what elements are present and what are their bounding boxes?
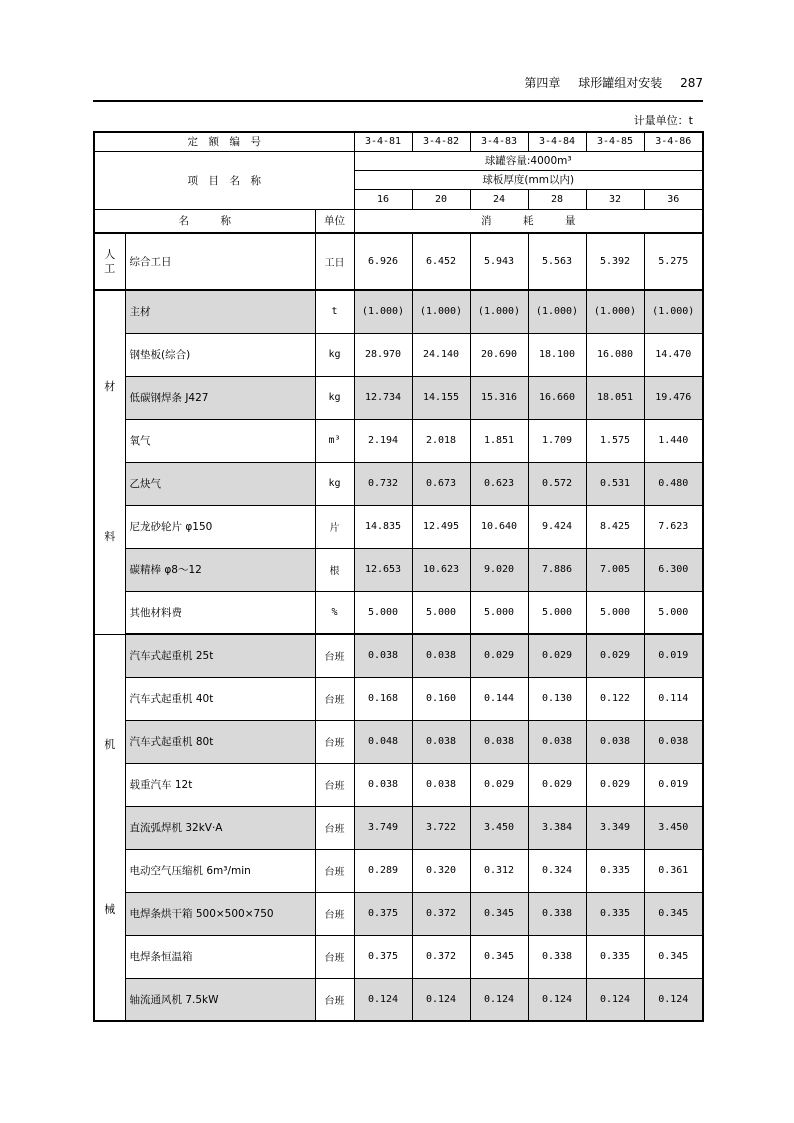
consumption-value: 18.100 (528, 333, 586, 376)
consumption-value: 0.114 (644, 677, 703, 720)
table-row (94, 548, 703, 591)
consumption-value: 12.653 (354, 548, 412, 591)
consumption-value: 20.690 (470, 333, 528, 376)
consumption-value: 1.575 (586, 419, 644, 462)
consumption-value: 0.160 (412, 677, 470, 720)
consumption-value: 0.029 (528, 634, 586, 677)
consumption-value: 1.709 (528, 419, 586, 462)
consumption-value: 0.124 (528, 978, 586, 1021)
table-row (94, 233, 703, 290)
consumption-value: 9.020 (470, 548, 528, 591)
consumption-value: 0.029 (470, 763, 528, 806)
consumption-value: 0.345 (470, 935, 528, 978)
thickness-value: 20 (412, 189, 470, 209)
consumption-value: 5.943 (470, 233, 528, 290)
consumption-value: 16.080 (586, 333, 644, 376)
consumption-value: 3.349 (586, 806, 644, 849)
quota-code: 3-4-83 (470, 132, 528, 151)
consumption-value: 7.005 (586, 548, 644, 591)
consumption-value: 7.886 (528, 548, 586, 591)
consumption-value: (1.000) (470, 290, 528, 333)
consumption-value: 0.361 (644, 849, 703, 892)
consumption-value: 0.338 (528, 892, 586, 935)
table-row (94, 462, 703, 505)
quota-code: 3-4-85 (586, 132, 644, 151)
consumption-value: 7.623 (644, 505, 703, 548)
consumption-value: 0.335 (586, 849, 644, 892)
quota-code: 3-4-84 (528, 132, 586, 151)
consumption-value: 0.372 (412, 935, 470, 978)
consumption-value: 0.038 (412, 763, 470, 806)
consumption-value: 0.335 (586, 892, 644, 935)
consumption-value: (1.000) (644, 290, 703, 333)
consumption-value: 14.835 (354, 505, 412, 548)
consumption-value: 0.572 (528, 462, 586, 505)
consumption-value: 0.019 (644, 763, 703, 806)
quota-code: 3-4-82 (412, 132, 470, 151)
consumption-value: 0.345 (644, 935, 703, 978)
consumption-value: 0.019 (644, 634, 703, 677)
consumption-value: 6.926 (354, 233, 412, 290)
table-row (94, 978, 703, 1021)
item-unit: kg (315, 376, 354, 419)
item-unit: m³ (315, 419, 354, 462)
consumption-value: 0.124 (644, 978, 703, 1021)
consumption-value: 0.122 (586, 677, 644, 720)
consumption-value: 0.345 (644, 892, 703, 935)
item-name: 氧气 (125, 419, 315, 462)
consumption-value: 0.372 (412, 892, 470, 935)
consumption-value: 0.130 (528, 677, 586, 720)
item-unit: 台班 (315, 634, 354, 677)
table-row (94, 333, 703, 376)
consumption-value: 0.029 (528, 763, 586, 806)
capacity-row (94, 151, 703, 170)
thickness-value: 24 (470, 189, 528, 209)
consumption-value: 3.450 (470, 806, 528, 849)
capacity-label: 球罐容量:4000m³ (354, 151, 703, 170)
consumption-value: 1.440 (644, 419, 703, 462)
consumption-value: 0.038 (528, 720, 586, 763)
table-row (94, 677, 703, 720)
consumption-value: 0.038 (586, 720, 644, 763)
header-rule (93, 100, 703, 102)
consumption-value: 5.000 (412, 591, 470, 634)
consumption-value: 0.124 (412, 978, 470, 1021)
item-unit: 台班 (315, 978, 354, 1021)
consumption-value: 0.312 (470, 849, 528, 892)
item-name: 直流弧焊机 32kV·A (125, 806, 315, 849)
consumption-value: 0.320 (412, 849, 470, 892)
consumption-value: 0.038 (644, 720, 703, 763)
consumption-value: 9.424 (528, 505, 586, 548)
consumption-value: 15.316 (470, 376, 528, 419)
consumption-value: 14.155 (412, 376, 470, 419)
item-name: 乙炔气 (125, 462, 315, 505)
consumption-value: 3.450 (644, 806, 703, 849)
thickness-value: 16 (354, 189, 412, 209)
consumption-value: 5.000 (354, 591, 412, 634)
item-name: 钢垫板(综合) (125, 333, 315, 376)
category-cell: 材 料 (94, 290, 125, 634)
item-unit: 片 (315, 505, 354, 548)
consumption-value: 0.623 (470, 462, 528, 505)
section-title: 球形罐组对安装 (578, 76, 663, 90)
table-row (94, 505, 703, 548)
item-unit: 台班 (315, 720, 354, 763)
consumption-value: 10.623 (412, 548, 470, 591)
item-unit: 工日 (315, 233, 354, 290)
consumption-value: 3.722 (412, 806, 470, 849)
item-name: 其他材料费 (125, 591, 315, 634)
category-cell: 机 械 (94, 634, 125, 1021)
item-name: 轴流通风机 7.5kW (125, 978, 315, 1021)
consumption-value: 0.168 (354, 677, 412, 720)
consumption-value: (1.000) (412, 290, 470, 333)
item-unit: 台班 (315, 677, 354, 720)
item-name: 汽车式起重机 40t (125, 677, 315, 720)
consumption-value: 1.851 (470, 419, 528, 462)
item-unit: kg (315, 462, 354, 505)
consumption-value: 0.029 (470, 634, 528, 677)
column-header-row (94, 209, 703, 233)
consumption-value: (1.000) (528, 290, 586, 333)
item-name: 汽车式起重机 80t (125, 720, 315, 763)
quota-label: 定 额 编 号 (94, 132, 354, 151)
consumption-value: 0.048 (354, 720, 412, 763)
consumption-value: 12.495 (412, 505, 470, 548)
consumption-value: 0.038 (354, 763, 412, 806)
consumption-value: 0.375 (354, 935, 412, 978)
consumption-value: 19.476 (644, 376, 703, 419)
consumption-value: 0.480 (644, 462, 703, 505)
thickness-value: 36 (644, 189, 703, 209)
unit-note: 计量单位：t (633, 114, 693, 127)
consumption-value: (1.000) (354, 290, 412, 333)
thickness-label: 球板厚度(mm以内) (354, 170, 703, 189)
consumption-value: 14.470 (644, 333, 703, 376)
consumption-value: 2.018 (412, 419, 470, 462)
table-row (94, 290, 703, 333)
consumption-value: 8.425 (586, 505, 644, 548)
item-name: 低碳钢焊条 J427 (125, 376, 315, 419)
consumption-value: 0.124 (586, 978, 644, 1021)
consumption-value: 5.275 (644, 233, 703, 290)
quota-code-row (94, 132, 703, 151)
item-unit: 台班 (315, 935, 354, 978)
item-unit: t (315, 290, 354, 333)
consumption-value: 0.732 (354, 462, 412, 505)
table-row (94, 763, 703, 806)
consumption-value: 18.051 (586, 376, 644, 419)
item-unit: 台班 (315, 763, 354, 806)
thickness-value: 32 (586, 189, 644, 209)
consumption-value: 3.749 (354, 806, 412, 849)
consumption-value: 0.531 (586, 462, 644, 505)
consumption-value: 3.384 (528, 806, 586, 849)
item-name: 综合工日 (125, 233, 315, 290)
consumption-value: 0.338 (528, 935, 586, 978)
item-name: 电动空气压缩机 6m³/min (125, 849, 315, 892)
table-row (94, 935, 703, 978)
consumption-value: 5.000 (586, 591, 644, 634)
item-unit: 根 (315, 548, 354, 591)
item-unit: kg (315, 333, 354, 376)
item-unit: % (315, 591, 354, 634)
consumption-value: 6.452 (412, 233, 470, 290)
table-row (94, 376, 703, 419)
consumption-value: 6.300 (644, 548, 703, 591)
consumption-value: 0.124 (470, 978, 528, 1021)
consumption-value: 0.029 (586, 634, 644, 677)
name-column-header: 名 称 (94, 209, 315, 233)
consumption-value: 5.392 (586, 233, 644, 290)
item-unit: 台班 (315, 806, 354, 849)
item-name-label: 项 目 名 称 (94, 151, 354, 209)
item-name: 尼龙砂轮片 φ150 (125, 505, 315, 548)
category-cell: 人 工 (94, 233, 125, 290)
consumption-value: 0.375 (354, 892, 412, 935)
consumption-value: 5.000 (470, 591, 528, 634)
item-name: 电焊条烘干箱 500×500×750 (125, 892, 315, 935)
consumption-value: 0.324 (528, 849, 586, 892)
item-unit: 台班 (315, 892, 354, 935)
consumption-value: 10.640 (470, 505, 528, 548)
item-name: 碳精棒 φ8～12 (125, 548, 315, 591)
consumption-value: 5.000 (644, 591, 703, 634)
thickness-value: 28 (528, 189, 586, 209)
table-row (94, 419, 703, 462)
item-unit: 台班 (315, 849, 354, 892)
table-row (94, 591, 703, 634)
consumption-value: 0.038 (354, 634, 412, 677)
chapter-label: 第四章 (524, 76, 561, 90)
consumption-value: 0.029 (586, 763, 644, 806)
consumption-value: 0.345 (470, 892, 528, 935)
item-name: 汽车式起重机 25t (125, 634, 315, 677)
quota-table (93, 131, 704, 1022)
consumption-value: 24.140 (412, 333, 470, 376)
consumption-value: 0.038 (412, 634, 470, 677)
consumption-value: 0.038 (412, 720, 470, 763)
table-row (94, 892, 703, 935)
table-row (94, 720, 703, 763)
consumption-value: 12.734 (354, 376, 412, 419)
consumption-value: 5.563 (528, 233, 586, 290)
quota-code: 3-4-86 (644, 132, 703, 151)
consumption-value: 0.673 (412, 462, 470, 505)
consumption-value: 16.660 (528, 376, 586, 419)
unit-column-header: 单位 (315, 209, 354, 233)
consumption-value: 5.000 (528, 591, 586, 634)
table-row (94, 634, 703, 677)
consumption-value: 0.038 (470, 720, 528, 763)
table-row (94, 806, 703, 849)
table-row (94, 849, 703, 892)
page-number: 287 (680, 76, 703, 90)
consumption-value: 0.289 (354, 849, 412, 892)
item-name: 电焊条恒温箱 (125, 935, 315, 978)
consumption-value: 2.194 (354, 419, 412, 462)
consumption-value: 0.335 (586, 935, 644, 978)
consumption-value: 28.970 (354, 333, 412, 376)
consumption-column-header: 消 耗 量 (354, 209, 703, 233)
quota-code: 3-4-81 (354, 132, 412, 151)
item-name: 主材 (125, 290, 315, 333)
consumption-value: 0.144 (470, 677, 528, 720)
item-name: 载重汽车 12t (125, 763, 315, 806)
consumption-value: 0.124 (354, 978, 412, 1021)
page-header (93, 74, 703, 94)
consumption-value: (1.000) (586, 290, 644, 333)
